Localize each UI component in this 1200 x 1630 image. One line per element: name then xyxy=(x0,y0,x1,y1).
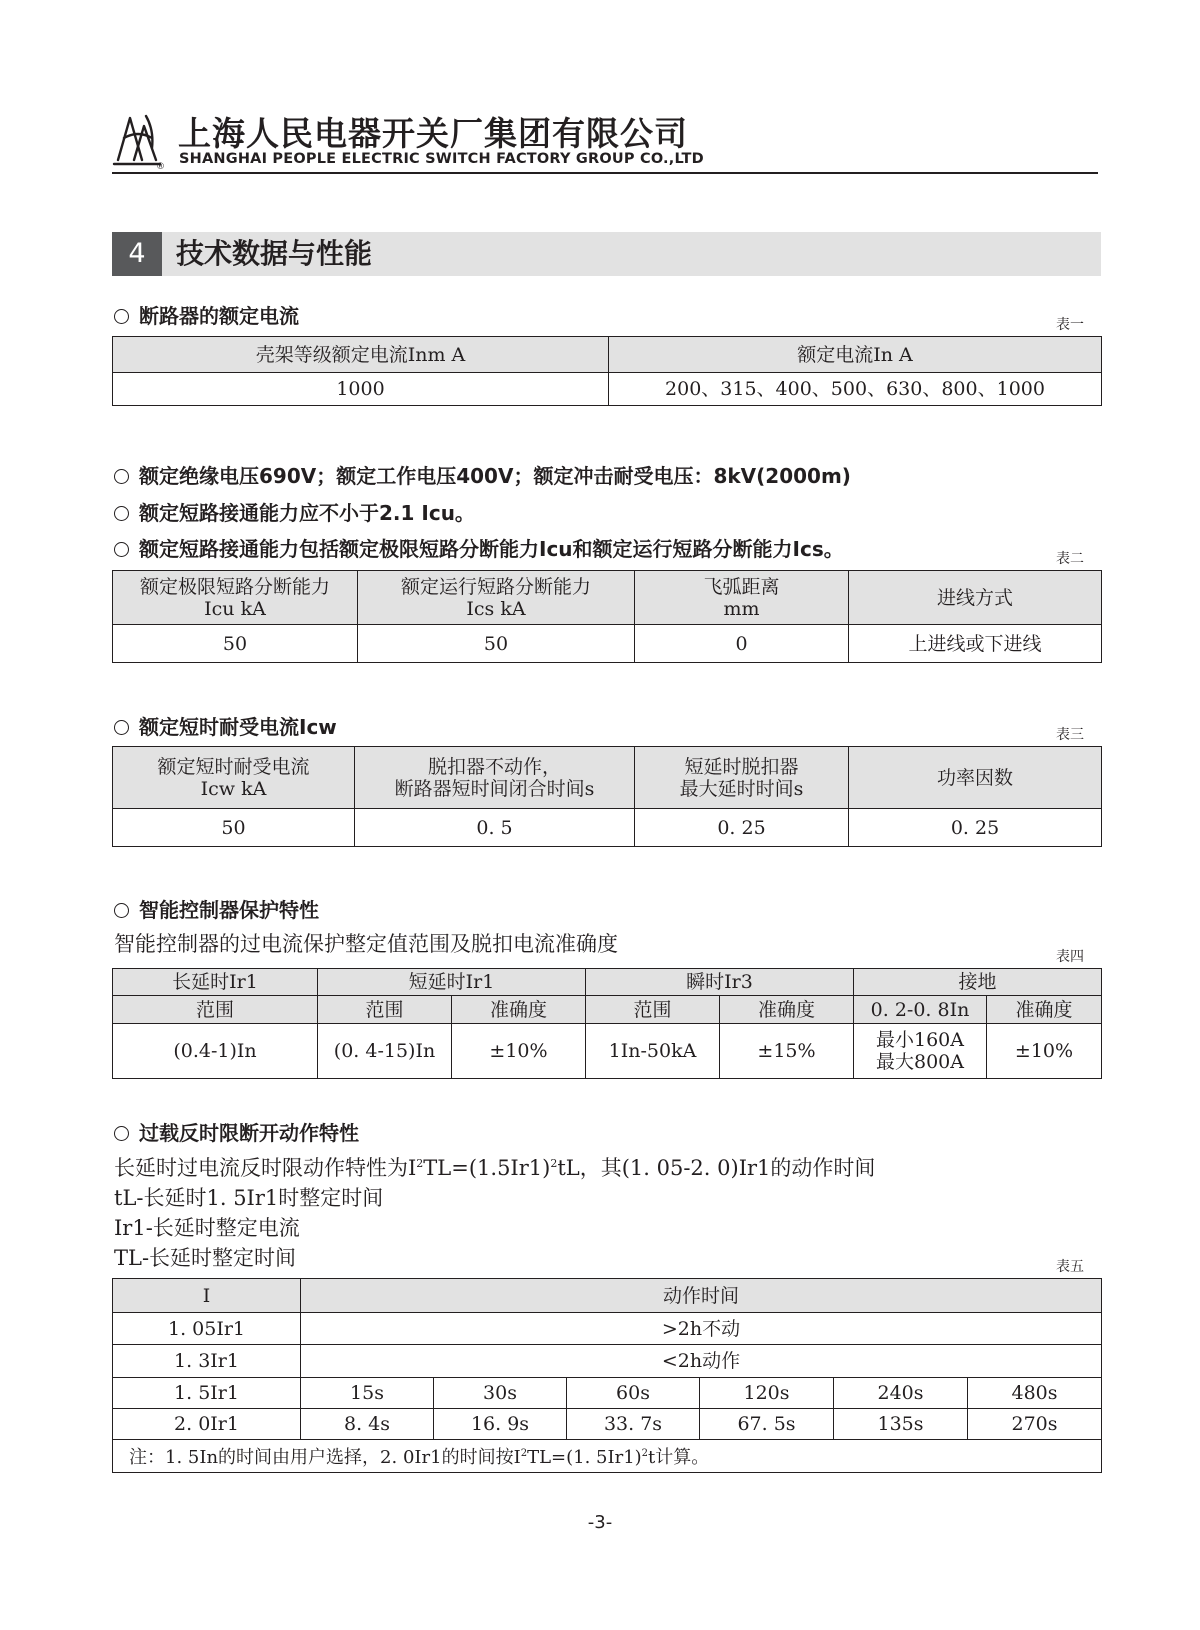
table-cell: 1. 05Ir1 xyxy=(113,1313,301,1345)
table-cell: 200、315、400、500、630、800、1000 xyxy=(609,373,1102,406)
bullet-breaking-capacity: 额定短路接通能力包括额定极限短路分断能力Icu和额定运行短路分断能力Ics。 xyxy=(114,533,844,562)
table-header-cell: 脱扣器不动作， 断路器短时间闭合时间s xyxy=(355,747,635,809)
circle-bullet-icon xyxy=(114,469,129,484)
table-cell: 1In-50kA xyxy=(586,1024,720,1079)
table-controller-protection xyxy=(112,968,1102,1079)
table-cell: 8. 4s xyxy=(301,1409,434,1440)
table-header-cell: 动作时间 xyxy=(301,1279,1102,1313)
table-note-row xyxy=(113,1440,1102,1473)
table-header-cell: 额定极限短路分断能力 Icu kA xyxy=(113,571,358,625)
bullet-making-capacity: 额定短路接通能力应不小于2.1 Icu。 xyxy=(114,497,475,526)
table-cell: 16. 9s xyxy=(434,1409,567,1440)
table-short-time-withstand xyxy=(112,746,1102,847)
table5-caption: 表五 xyxy=(1056,1259,1084,1275)
table-cell: (0.4-1)In xyxy=(113,1024,318,1079)
company-logo-icon xyxy=(112,108,172,170)
table-header-cell: 进线方式 xyxy=(849,571,1102,625)
circle-bullet-icon xyxy=(114,720,129,735)
definition-TL: TL-长延时整定时间 xyxy=(114,1246,297,1270)
table-cell: 120s xyxy=(700,1378,834,1409)
table-cell: ±10% xyxy=(987,1024,1102,1079)
table-subheader-row xyxy=(113,996,1102,1024)
table-cell: 0 xyxy=(635,625,849,663)
table-cell: 30s xyxy=(434,1378,567,1409)
table-row xyxy=(113,1313,1102,1345)
controller-subtitle: 智能控制器的过电流保护整定值范围及脱扣电流准确度 xyxy=(114,932,618,956)
table-cell: 270s xyxy=(968,1409,1102,1440)
table-cell: 135s xyxy=(834,1409,968,1440)
section-title: 技术数据与性能 xyxy=(176,237,373,270)
table-cell: 33. 7s xyxy=(567,1409,700,1440)
table-header-cell: 准确度 xyxy=(720,996,854,1024)
table-cell: 1. 5Ir1 xyxy=(113,1378,301,1409)
company-name-cn: 上海人民电器开关厂集团有限公司 xyxy=(178,114,688,153)
table-header-cell: 范围 xyxy=(318,996,452,1024)
table-cell: 60s xyxy=(567,1378,700,1409)
table-cell: 最小160A 最大800A xyxy=(854,1024,987,1079)
table4-caption: 表四 xyxy=(1056,949,1084,965)
table-header-cell: 长延时Ir1 xyxy=(113,969,318,996)
table-header-cell: 额定运行短路分断能力 Ics kA xyxy=(358,571,635,625)
table-row xyxy=(113,1378,1102,1409)
table-header-cell: 飞弧距离 mm xyxy=(635,571,849,625)
section-banner xyxy=(112,232,1101,276)
table-cell: >2h不动 xyxy=(301,1313,1102,1345)
page-number: -3- xyxy=(587,1512,613,1533)
table-header-cell: 瞬时Ir3 xyxy=(586,969,854,996)
table-cell: 0. 5 xyxy=(355,809,635,847)
section-number: 4 xyxy=(112,232,162,276)
table-header-cell: 额定短时耐受电流 Icw kA xyxy=(113,747,355,809)
registered-mark: ® xyxy=(156,162,165,170)
table-cell: ±15% xyxy=(720,1024,854,1079)
table-header-cell: 准确度 xyxy=(987,996,1102,1024)
table-cell: 50 xyxy=(113,625,358,663)
circle-bullet-icon xyxy=(114,506,129,521)
circle-bullet-icon xyxy=(114,309,129,324)
table-header-cell: 准确度 xyxy=(452,996,586,1024)
company-name-en: SHANGHAI PEOPLE ELECTRIC SWITCH FACTORY GROUP CO.,LTD xyxy=(179,151,704,167)
table-cell: 240s xyxy=(834,1378,968,1409)
circle-bullet-icon xyxy=(114,1126,129,1141)
table-cell: (0. 4-15)In xyxy=(318,1024,452,1079)
table-header-cell: 接地 xyxy=(854,969,1102,996)
circle-bullet-icon xyxy=(114,903,129,918)
table-header-cell: I xyxy=(113,1279,301,1313)
table-cell: 0. 25 xyxy=(635,809,849,847)
table-note: 注：1. 5In的时间由用户选择，2. 0Ir1的时间按$I^2TL=(1$. 5Ir1)$^2$t计算。 xyxy=(113,1440,1102,1473)
table-cell: 0. 25 xyxy=(849,809,1102,847)
table-rated-current xyxy=(112,336,1102,406)
table-header-cell: 0. 2-0. 8In xyxy=(854,996,987,1024)
table-header-cell: 壳架等级额定电流Inm A xyxy=(113,337,609,373)
table-cell: 67. 5s xyxy=(700,1409,834,1440)
table-row xyxy=(113,1345,1102,1378)
overload-formula-line: 长延时过电流反时限动作特性为$I^2TL=(1.5Ir1)^2tL$，其(1. 05-2. 0)Ir1的动作时间 xyxy=(114,1156,876,1180)
heading-overload-inverse-time: 过载反时限断开动作特性 xyxy=(114,1117,359,1146)
table-row xyxy=(113,625,1102,663)
bullet-voltage: 额定绝缘电压690V；额定工作电压400V；额定冲击耐受电压：8kV(2000m) xyxy=(114,460,851,489)
definition-ir1: Ir1-长延时整定电流 xyxy=(114,1216,300,1240)
table-header-row xyxy=(113,969,1102,996)
definition-tl: tL-长延时1. 5Ir1时整定时间 xyxy=(114,1186,384,1210)
table-header-cell: 范围 xyxy=(113,996,318,1024)
table-header-cell: 短延时脱扣器 最大延时时间s xyxy=(635,747,849,809)
table-cell: 上进线或下进线 xyxy=(849,625,1102,663)
table-cell: 15s xyxy=(301,1378,434,1409)
table-header-cell: 范围 xyxy=(586,996,720,1024)
table-cell: <2h动作 xyxy=(301,1345,1102,1378)
heading-controller-protection: 智能控制器保护特性 xyxy=(114,894,319,923)
heading-short-time-withstand: 额定短时耐受电流Icw xyxy=(114,711,337,740)
table-overload-action-time xyxy=(112,1278,1102,1473)
table-cell: 2. 0Ir1 xyxy=(113,1409,301,1440)
table-cell: 1. 3Ir1 xyxy=(113,1345,301,1378)
table-header-row xyxy=(113,1279,1102,1313)
header-divider xyxy=(112,172,1098,174)
table-header-row xyxy=(113,337,1102,373)
circle-bullet-icon xyxy=(114,542,129,557)
table-cell: 50 xyxy=(358,625,635,663)
table1-caption: 表一 xyxy=(1056,317,1084,333)
table3-caption: 表三 xyxy=(1056,727,1084,743)
table-breaking-capacity xyxy=(112,570,1102,663)
table-header-cell: 短延时Ir1 xyxy=(318,969,586,996)
table-header-cell: 功率因数 xyxy=(849,747,1102,809)
table-header-row xyxy=(113,571,1102,625)
table-row xyxy=(113,1024,1102,1079)
table-cell: 1000 xyxy=(113,373,609,406)
table-header-cell: 额定电流In A xyxy=(609,337,1102,373)
table-row xyxy=(113,373,1102,406)
table-cell: 50 xyxy=(113,809,355,847)
table-header-row xyxy=(113,747,1102,809)
table-row xyxy=(113,1409,1102,1440)
table-cell: ±10% xyxy=(452,1024,586,1079)
heading-rated-current: 断路器的额定电流 xyxy=(114,300,299,329)
table-row xyxy=(113,809,1102,847)
table2-caption: 表二 xyxy=(1056,551,1084,567)
table-cell: 480s xyxy=(968,1378,1102,1409)
